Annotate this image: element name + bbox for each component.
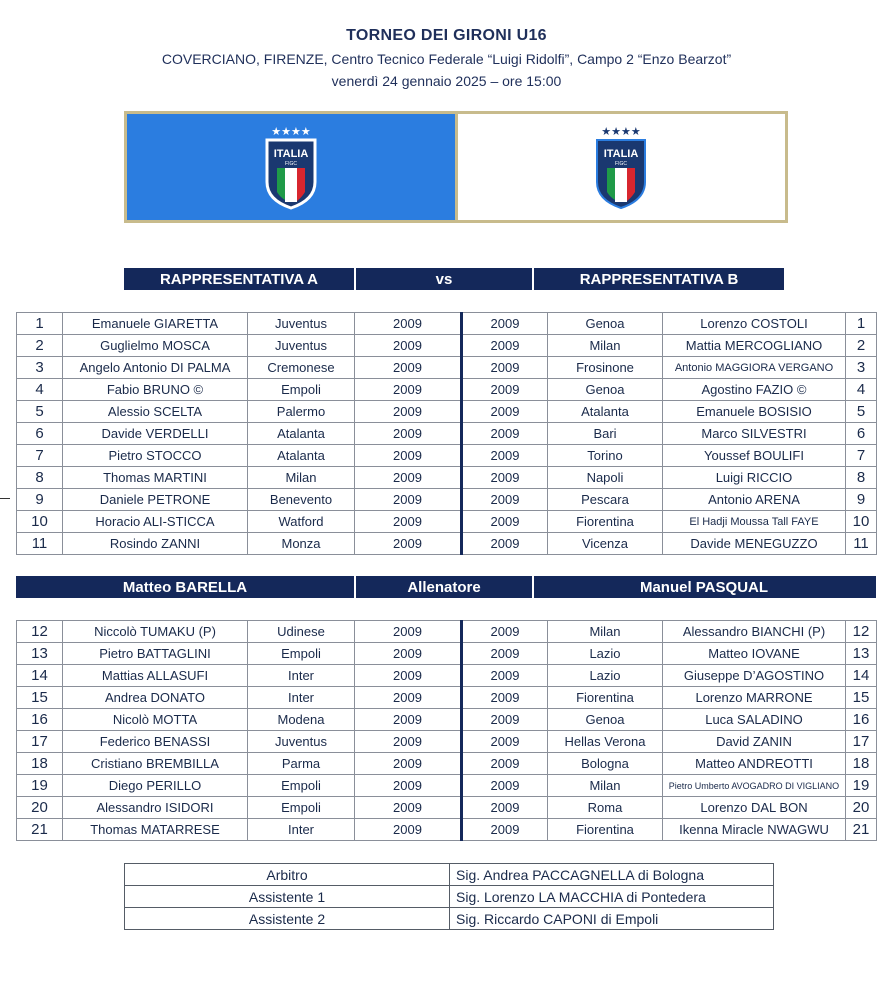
- venue-line: COVERCIANO, FIRENZE, Centro Tecnico Federale “Luigi Ridolfi”, Campo 2 “Enzo Bearzot”: [161, 51, 732, 67]
- player-club-away: Pescara: [548, 489, 663, 511]
- team-a-logo-area: [127, 114, 458, 220]
- player-club-away: Torino: [548, 445, 663, 467]
- team-logos-panel: [124, 111, 788, 223]
- player-number-home: 11: [17, 533, 63, 555]
- player-club-home: Modena: [248, 709, 355, 731]
- player-club-away: Genoa: [548, 313, 663, 335]
- table-row: [17, 467, 877, 489]
- table-row: [17, 533, 877, 555]
- player-club-home: Milan: [248, 467, 355, 489]
- player-year-away: 2009: [462, 467, 548, 489]
- player-name-home: Alessandro ISIDORI: [63, 797, 248, 819]
- player-name-away: Luca SALADINO: [663, 709, 846, 731]
- player-number-away: 19: [846, 775, 877, 797]
- player-number-away: 4: [846, 379, 877, 401]
- player-year-away: 2009: [462, 313, 548, 335]
- player-club-home: Inter: [248, 819, 355, 841]
- player-name-home: Fabio BRUNO ©: [63, 379, 248, 401]
- player-name-home: Emanuele GIARETTA: [63, 313, 248, 335]
- table-row: [17, 621, 877, 643]
- player-number-home: 18: [17, 753, 63, 775]
- player-club-away: Bari: [548, 423, 663, 445]
- player-club-home: Parma: [248, 753, 355, 775]
- player-club-away: Genoa: [548, 709, 663, 731]
- player-name-home: Angelo Antonio DI PALMA: [63, 357, 248, 379]
- player-club-away: Bologna: [548, 753, 663, 775]
- player-name-away: Matteo IOVANE: [663, 643, 846, 665]
- player-year-away: 2009: [462, 819, 548, 841]
- player-year-away: 2009: [462, 423, 548, 445]
- table-row: [17, 335, 877, 357]
- bench-rows: [17, 621, 877, 841]
- player-year-away: 2009: [462, 731, 548, 753]
- versus-label: vs: [354, 268, 534, 290]
- team-b-logo-area: [458, 114, 786, 220]
- player-number-away: 8: [846, 467, 877, 489]
- player-number-away: 3: [846, 357, 877, 379]
- player-name-away: Ikenna Miracle NWAGWU: [663, 819, 846, 841]
- player-name-away: Lorenzo COSTOLI: [663, 313, 846, 335]
- player-number-home: 8: [17, 467, 63, 489]
- player-year-away: 2009: [462, 401, 548, 423]
- player-number-home: 17: [17, 731, 63, 753]
- player-year-away: 2009: [462, 797, 548, 819]
- player-name-home: Thomas MATARRESE: [63, 819, 248, 841]
- coaches-band: [16, 576, 876, 598]
- player-name-home: Pietro STOCCO: [63, 445, 248, 467]
- player-year-home: 2009: [355, 401, 462, 423]
- starters-rows: [17, 313, 877, 555]
- player-name-home: Horacio ALI-STICCA: [63, 511, 248, 533]
- player-year-away: 2009: [462, 687, 548, 709]
- player-number-home: 9: [17, 489, 63, 511]
- table-row: [17, 313, 877, 335]
- player-number-away: 10: [846, 511, 877, 533]
- player-club-home: Palermo: [248, 401, 355, 423]
- player-name-home: Davide VERDELLI: [63, 423, 248, 445]
- player-name-away: Pietro Umberto AVOGADRO DI VIGLIANO: [663, 775, 846, 797]
- player-club-away: Lazio: [548, 643, 663, 665]
- player-name-away: Youssef BOULIFI: [663, 445, 846, 467]
- match-title: TORNEO DEI GIRONI U16: [346, 27, 547, 44]
- player-club-home: Juventus: [248, 335, 355, 357]
- player-year-home: 2009: [355, 753, 462, 775]
- player-number-away: 7: [846, 445, 877, 467]
- official-role: Arbitro: [125, 864, 450, 886]
- player-club-home: Empoli: [248, 797, 355, 819]
- player-number-home: 16: [17, 709, 63, 731]
- player-year-home: 2009: [355, 665, 462, 687]
- official-person: Sig. Riccardo CAPONI di Empoli: [450, 908, 774, 930]
- player-year-away: 2009: [462, 665, 548, 687]
- player-club-home: Empoli: [248, 379, 355, 401]
- player-number-away: 6: [846, 423, 877, 445]
- player-year-home: 2009: [355, 445, 462, 467]
- table-row: [17, 511, 877, 533]
- starters-table: [16, 312, 877, 555]
- player-name-away: Lorenzo MARRONE: [663, 687, 846, 709]
- player-number-home: 5: [17, 401, 63, 423]
- official-row: [125, 908, 774, 930]
- player-number-away: 20: [846, 797, 877, 819]
- player-year-away: 2009: [462, 445, 548, 467]
- player-name-away: Marco SILVESTRI: [663, 423, 846, 445]
- player-name-away: Antonio ARENA: [663, 489, 846, 511]
- player-number-away: 14: [846, 665, 877, 687]
- coach-team-a: Matteo BARELLA: [122, 578, 248, 596]
- player-name-home: Guglielmo MOSCA: [63, 335, 248, 357]
- player-number-away: 2: [846, 335, 877, 357]
- player-year-home: 2009: [355, 357, 462, 379]
- player-name-away: Mattia MERCOGLIANO: [663, 335, 846, 357]
- official-row: [125, 886, 774, 908]
- player-year-away: 2009: [462, 643, 548, 665]
- player-number-away: 15: [846, 687, 877, 709]
- table-row: [17, 643, 877, 665]
- crest-subtext: FIGC: [615, 161, 628, 167]
- player-name-home: Andrea DONATO: [63, 687, 248, 709]
- player-year-home: 2009: [355, 489, 462, 511]
- player-club-home: Inter: [248, 687, 355, 709]
- player-year-home: 2009: [355, 819, 462, 841]
- table-row: [17, 731, 877, 753]
- player-number-home: 6: [17, 423, 63, 445]
- table-row: [17, 401, 877, 423]
- player-club-away: Napoli: [548, 467, 663, 489]
- player-number-away: 11: [846, 533, 877, 555]
- player-club-home: Monza: [248, 533, 355, 555]
- player-name-home: Alessio SCELTA: [63, 401, 248, 423]
- player-year-home: 2009: [355, 797, 462, 819]
- player-number-home: 10: [17, 511, 63, 533]
- player-year-away: 2009: [462, 511, 548, 533]
- player-name-home: Nicolò MOTTA: [63, 709, 248, 731]
- player-year-home: 2009: [355, 709, 462, 731]
- player-number-away: 9: [846, 489, 877, 511]
- player-club-away: Milan: [548, 335, 663, 357]
- table-row: [17, 709, 877, 731]
- player-number-home: 13: [17, 643, 63, 665]
- player-name-home: Niccolò TUMAKU (P): [63, 621, 248, 643]
- table-row: [17, 423, 877, 445]
- player-number-home: 1: [17, 313, 63, 335]
- player-name-home: Federico BENASSI: [63, 731, 248, 753]
- player-name-away: Emanuele BOSISIO: [663, 401, 846, 423]
- player-club-home: Watford: [248, 511, 355, 533]
- coach-label: Allenatore: [354, 576, 534, 598]
- player-number-home: 21: [17, 819, 63, 841]
- player-number-away: 17: [846, 731, 877, 753]
- team-b-name: RAPPRESENTATIVA B: [579, 270, 739, 288]
- official-row: [125, 864, 774, 886]
- player-year-away: 2009: [462, 709, 548, 731]
- player-club-home: Cremonese: [248, 357, 355, 379]
- player-name-home: Diego PERILLO: [63, 775, 248, 797]
- player-club-home: Juventus: [248, 731, 355, 753]
- table-row: [17, 753, 877, 775]
- player-name-home: Thomas MARTINI: [63, 467, 248, 489]
- crest-stars: ★★★★: [601, 125, 641, 138]
- player-club-home: Empoli: [248, 643, 355, 665]
- player-club-away: Roma: [548, 797, 663, 819]
- player-number-home: 2: [17, 335, 63, 357]
- player-name-home: Rosindo ZANNI: [63, 533, 248, 555]
- official-role: Assistente 2: [125, 908, 450, 930]
- player-name-away: Davide MENEGUZZO: [663, 533, 846, 555]
- bench-table: [16, 620, 877, 841]
- player-name-away: David ZANIN: [663, 731, 846, 753]
- table-row: [17, 489, 877, 511]
- player-number-away: 21: [846, 819, 877, 841]
- margin-mark: [0, 498, 10, 499]
- crest-subtext: FIGC: [284, 161, 297, 167]
- player-year-home: 2009: [355, 511, 462, 533]
- player-year-away: 2009: [462, 335, 548, 357]
- crest-text: ITALIA: [273, 148, 309, 160]
- player-name-home: Mattias ALLASUFI: [63, 665, 248, 687]
- player-name-away: Luigi RICCIO: [663, 467, 846, 489]
- player-club-home: Benevento: [248, 489, 355, 511]
- player-number-away: 13: [846, 643, 877, 665]
- player-name-away: Giuseppe D’AGOSTINO: [663, 665, 846, 687]
- player-year-home: 2009: [355, 313, 462, 335]
- player-year-home: 2009: [355, 423, 462, 445]
- player-name-away: Antonio MAGGIORA VERGANO: [663, 357, 846, 379]
- officials-table: [124, 863, 774, 930]
- player-club-away: Frosinone: [548, 357, 663, 379]
- player-year-away: 2009: [462, 379, 548, 401]
- italia-crest-icon: [593, 124, 649, 210]
- player-year-home: 2009: [355, 621, 462, 643]
- player-number-away: 16: [846, 709, 877, 731]
- player-number-home: 15: [17, 687, 63, 709]
- player-club-away: Genoa: [548, 379, 663, 401]
- player-club-home: Empoli: [248, 775, 355, 797]
- player-club-home: Udinese: [248, 621, 355, 643]
- player-year-away: 2009: [462, 621, 548, 643]
- player-year-home: 2009: [355, 467, 462, 489]
- player-number-home: 14: [17, 665, 63, 687]
- player-year-away: 2009: [462, 775, 548, 797]
- date-time-line: venerdì 24 gennaio 2025 – ore 15:00: [331, 73, 562, 89]
- player-club-home: Juventus: [248, 313, 355, 335]
- player-name-away: Agostino FAZIO ©: [663, 379, 846, 401]
- table-row: [17, 379, 877, 401]
- player-name-home: Cristiano BREMBILLA: [63, 753, 248, 775]
- team-a-name: RAPPRESENTATIVA A: [159, 270, 319, 288]
- table-row: [17, 665, 877, 687]
- player-year-away: 2009: [462, 533, 548, 555]
- player-name-away: Matteo ANDREOTTI: [663, 753, 846, 775]
- player-club-away: Milan: [548, 775, 663, 797]
- player-year-home: 2009: [355, 643, 462, 665]
- table-row: [17, 819, 877, 841]
- player-year-home: 2009: [355, 687, 462, 709]
- player-year-home: 2009: [355, 335, 462, 357]
- coach-team-b: Manuel PASQUAL: [639, 578, 769, 596]
- player-number-home: 12: [17, 621, 63, 643]
- player-number-away: 18: [846, 753, 877, 775]
- player-number-home: 20: [17, 797, 63, 819]
- italia-crest-icon: [263, 124, 319, 210]
- player-name-away: Alessandro BIANCHI (P): [663, 621, 846, 643]
- table-row: [17, 687, 877, 709]
- player-name-home: Daniele PETRONE: [63, 489, 248, 511]
- player-number-home: 4: [17, 379, 63, 401]
- player-number-home: 19: [17, 775, 63, 797]
- player-name-home: Pietro BATTAGLINI: [63, 643, 248, 665]
- player-year-home: 2009: [355, 731, 462, 753]
- player-club-away: Milan: [548, 621, 663, 643]
- player-number-away: 1: [846, 313, 877, 335]
- player-year-home: 2009: [355, 533, 462, 555]
- player-year-home: 2009: [355, 379, 462, 401]
- player-club-away: Fiorentina: [548, 819, 663, 841]
- player-club-away: Fiorentina: [548, 687, 663, 709]
- player-club-away: Lazio: [548, 665, 663, 687]
- official-role: Assistente 1: [125, 886, 450, 908]
- table-row: [17, 797, 877, 819]
- player-year-away: 2009: [462, 357, 548, 379]
- teams-header-band: [124, 268, 784, 290]
- official-person: Sig. Lorenzo LA MACCHIA di Pontedera: [450, 886, 774, 908]
- table-row: [17, 775, 877, 797]
- table-row: [17, 445, 877, 467]
- player-club-home: Atalanta: [248, 445, 355, 467]
- official-person: Sig. Andrea PACCAGNELLA di Bologna: [450, 864, 774, 886]
- table-row: [17, 357, 877, 379]
- crest-stars: ★★★★: [271, 125, 311, 138]
- player-name-away: El Hadji Moussa Tall FAYE: [663, 511, 846, 533]
- player-club-home: Inter: [248, 665, 355, 687]
- player-number-home: 7: [17, 445, 63, 467]
- player-number-away: 12: [846, 621, 877, 643]
- player-year-home: 2009: [355, 775, 462, 797]
- player-club-home: Atalanta: [248, 423, 355, 445]
- player-club-away: Vicenza: [548, 533, 663, 555]
- player-year-away: 2009: [462, 753, 548, 775]
- player-year-away: 2009: [462, 489, 548, 511]
- player-number-away: 5: [846, 401, 877, 423]
- player-name-away: Lorenzo DAL BON: [663, 797, 846, 819]
- player-number-home: 3: [17, 357, 63, 379]
- crest-text: ITALIA: [603, 148, 639, 160]
- player-club-away: Hellas Verona: [548, 731, 663, 753]
- player-club-away: Atalanta: [548, 401, 663, 423]
- player-club-away: Fiorentina: [548, 511, 663, 533]
